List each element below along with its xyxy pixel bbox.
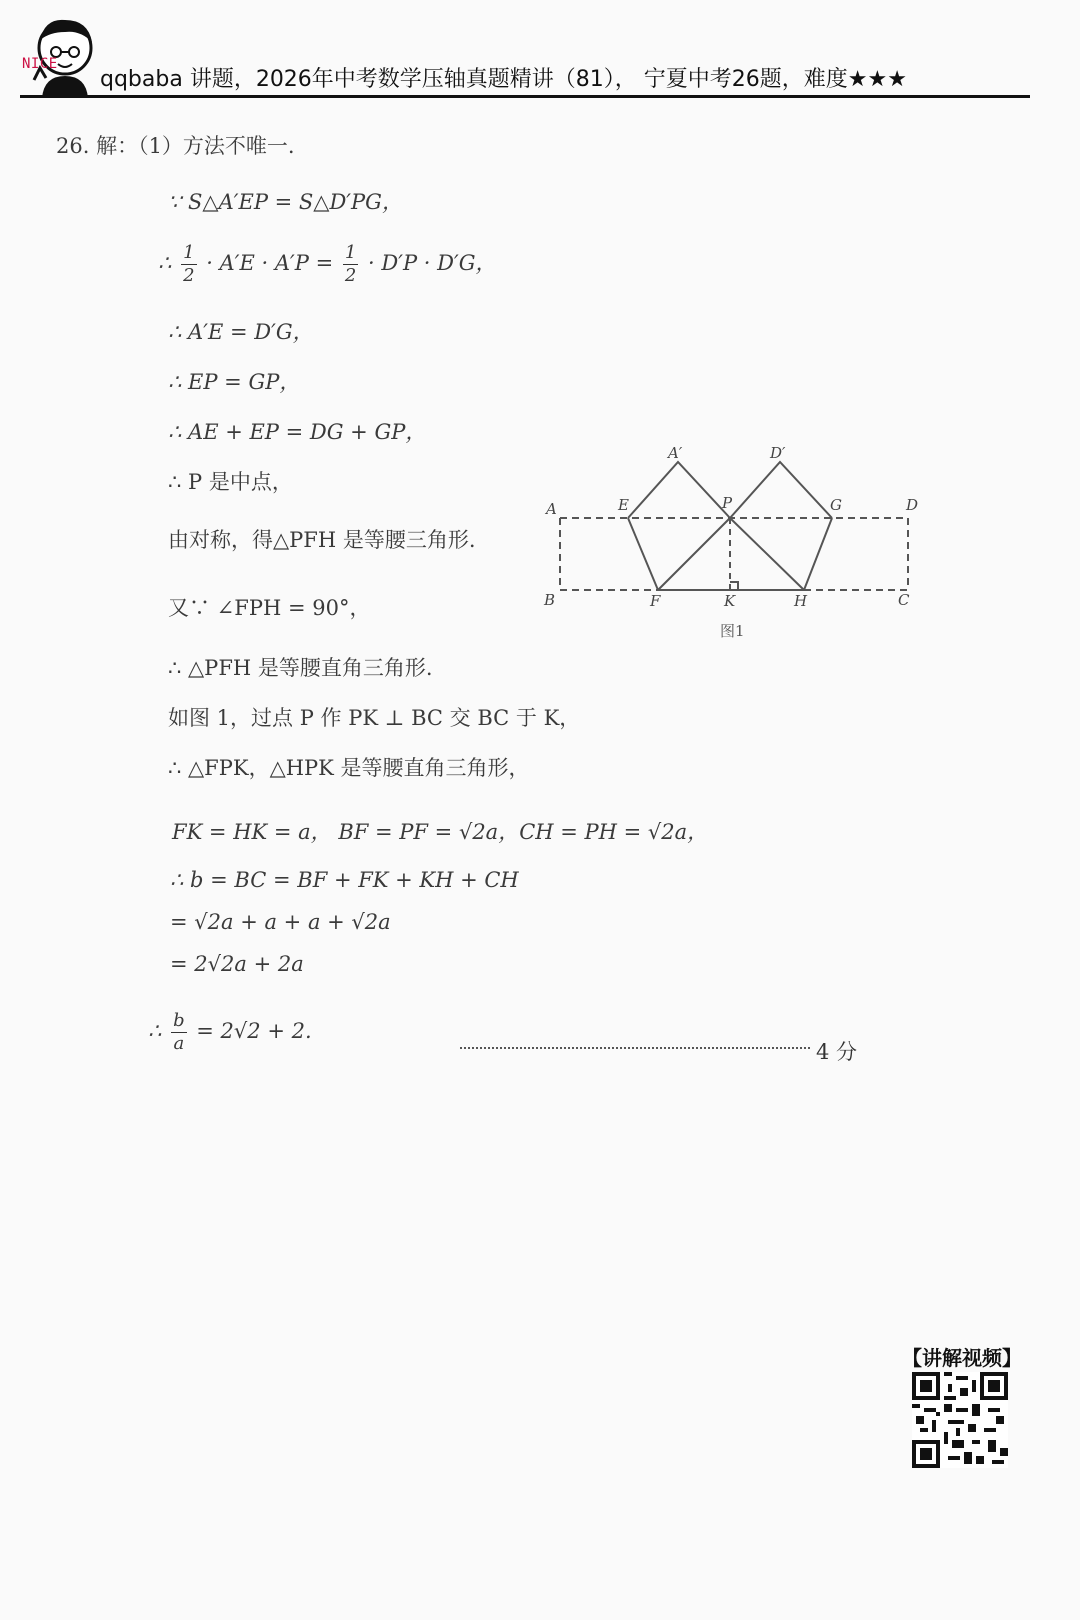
fraction-denominator: a [173,1033,185,1054]
header-title: qqbaba 讲题，2026年中考数学压轴真题精讲（81）， 宁夏中考26题，难度★★★ [100,67,907,92]
header-divider [20,95,1030,98]
fraction-denominator: 2 [344,265,357,286]
dotted-leader [460,1047,810,1049]
step-5: ∴ AE + EP = DG + GP， [168,420,427,444]
fraction-b-over-a [171,1010,187,1055]
label-F: F [650,592,661,610]
label-E: E [618,496,629,514]
step-15: = 2√2a + 2a [170,952,304,976]
label-A-prime: A′ [668,444,683,462]
score-label: 4 分 [816,1040,858,1064]
step-2 [158,242,497,287]
fraction-numerator: 1 [344,242,357,263]
label-K: K [724,592,736,610]
fraction-numerator: b [173,1010,185,1031]
step-16-rest: = 2√2 + 2. [196,1019,312,1043]
geometry-figure [544,444,950,670]
solution-heading: 26. 解：（1）方法不唯一. [56,134,295,158]
fraction-half-1 [181,242,196,287]
label-D-prime: D′ [770,444,786,462]
step-14: = √2a + a + a + √2a [170,910,391,934]
page-header [20,10,1030,100]
step-16-prefix: ∴ [148,1019,162,1043]
step-16 [148,1010,312,1055]
label-P: P [722,494,733,512]
qr-title: 【讲解视频】 [902,1346,1022,1370]
fraction-denominator: 2 [183,265,195,286]
step-4: ∴ EP = GP， [168,370,301,394]
step-13: ∴ b = BC = BF + FK + KH + CH [170,868,519,892]
figure-caption: 图1 [720,622,745,640]
label-D: D [906,496,919,514]
step-11: ∴ △FPK，△HPK 是等腰直角三角形， [168,756,530,780]
step-7: 由对称，得△PFH 是等腰三角形. [168,528,476,552]
avatar-label: NICE [22,56,58,72]
fraction-numerator: 1 [183,242,195,263]
step-1: ∵ S△A′EP = S△D′PG， [168,190,403,214]
step-6: ∴ P 是中点， [168,470,293,494]
step-12: FK = HK = a， BF = PF = √2a，CH = PH = √2a， [172,820,709,844]
step-2-right: · D′P · D′G， [368,251,497,275]
label-G: G [830,496,842,514]
avatar [20,10,105,98]
step-3: ∴ A′E = D′G， [168,320,314,344]
step-2-left: · A′E · A′P = [206,251,334,275]
step-2-prefix: ∴ [158,251,172,275]
label-C: C [898,591,910,609]
fraction-half-2 [343,242,358,287]
qr-code[interactable] [912,1372,1008,1468]
step-9: ∴ △PFH 是等腰直角三角形. [168,656,433,680]
step-10: 如图 1，过点 P 作 PK ⊥ BC 交 BC 于 K， [168,706,581,730]
label-H: H [794,592,808,610]
label-A: A [546,500,557,518]
step-8: 又∵ ∠FPH = 90°， [168,596,371,620]
label-B: B [544,591,556,609]
